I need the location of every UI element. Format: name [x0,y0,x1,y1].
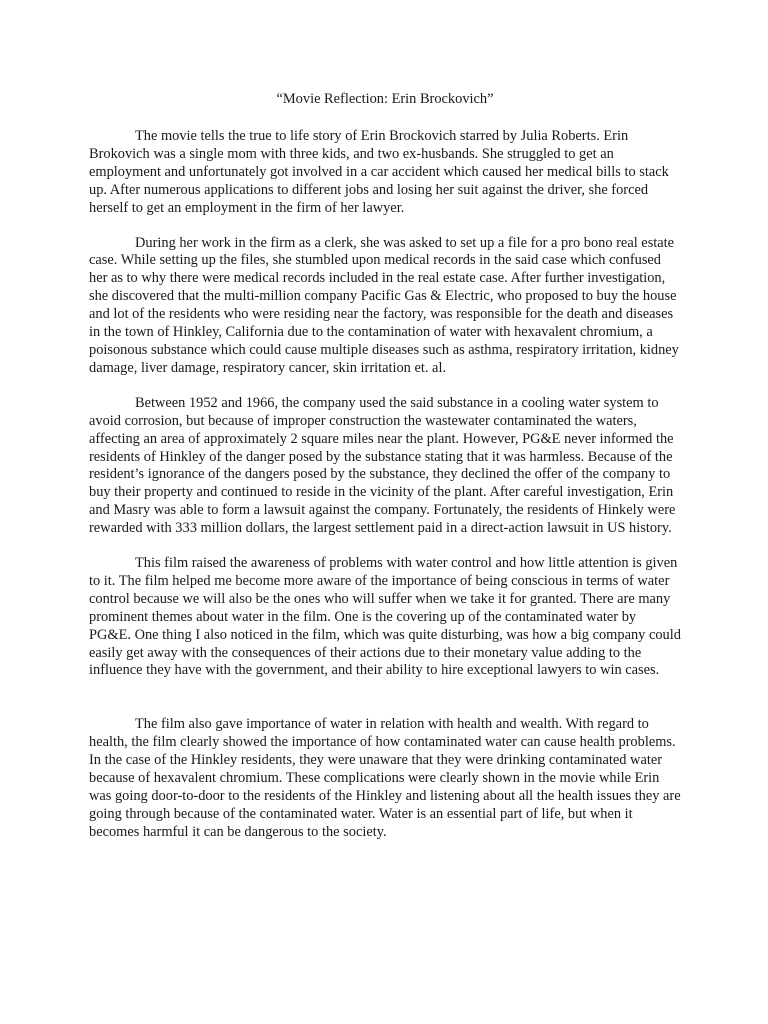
paragraph-history: Between 1952 and 1966, the company used the said substance in a cooling water system to avoid corrosion, but because of improper construction the wastewater contaminated the waters, affecting an area of approximately 2 square miles near the plant. However, PG&E never informed the residents of Hinkley of the danger posed by the substance stating that it was harmless. Because of the resident’s ignorance of the dangers posed by the substance, they declined the offer of the company to buy their property and continued to reside in the vicinity of the plant. After careful investigation, Erin and Masry was able to form a lawsuit against the company. Fortunately, the residents of Hinkely were rewarded with 333 million dollars, the largest settlement paid in a direct-action lawsuit in US history. [89,394,676,537]
paragraph-health: The film also gave importance of water in relation with health and wealth. With regard to health, the film clearly showed the importance of how contaminated water can cause health problems. In the case of the Hinkley residents, they were unaware that they were drinking contaminated water because of hexavalent chromium. These complications were clearly shown in the movie while Erin was going door-to-door to the residents of the Hinkley and listening about all the health issues they are going through because of the contaminated water. Water is an essential part of life, but when it becomes harmful it can be dangerous to the society. [89,716,681,840]
document-page [89,90,681,859]
paragraph-awareness: This film raised the awareness of problems with water control and how little attention is given to it. The film helped me become more aware of the importance of being conscious in terms of water control because we will also be the ones who will suffer when we take it for granted. There are many prominent themes about water in the film. One is the covering up of the contaminated water by PG&E. One thing I also noticed in the film, which was quite disturbing, was how a big company could easily get away with the consequences of their actions due to their monetary value adding to the influence they have with the government, and their ability to hire exceptional lawyers to win cases. [89,555,681,679]
paragraph-intro: The movie tells the true to life story of Erin Brockovich starred by Julia Roberts. Erin Brokovich was a single mom with three kids, and two ex-husbands. She struggled to get an employment and unfortunately got involved in a car accident which caused her medical bills to stack up. After numerous applications to different jobs and losing her suit against the driver, she forced herself to get an employment in the firm of her lawyer. [89,128,669,216]
paragraph-investigation: During her work in the firm as a clerk, she was asked to set up a file for a pro bono real estate case. While setting up the files, she stumbled upon medical records in the said case which confused her as to why there were medical records included in the real estate case. After further investigation, she discovered that the multi-million company Pacific Gas & Electric, who proposed to buy the house and lot of the residents who were residing near the factory, was responsible for the death and diseases in the town of Hinkley, California due to the contamination of water with hexavalent chromium, a poisonous substance which could cause multiple diseases such as asthma, respiratory irritation, kidney damage, liver damage, respiratory cancer, skin irritation et. al. [89,234,679,376]
document-title: “Movie Reflection: Erin Brockovich” [276,91,494,107]
